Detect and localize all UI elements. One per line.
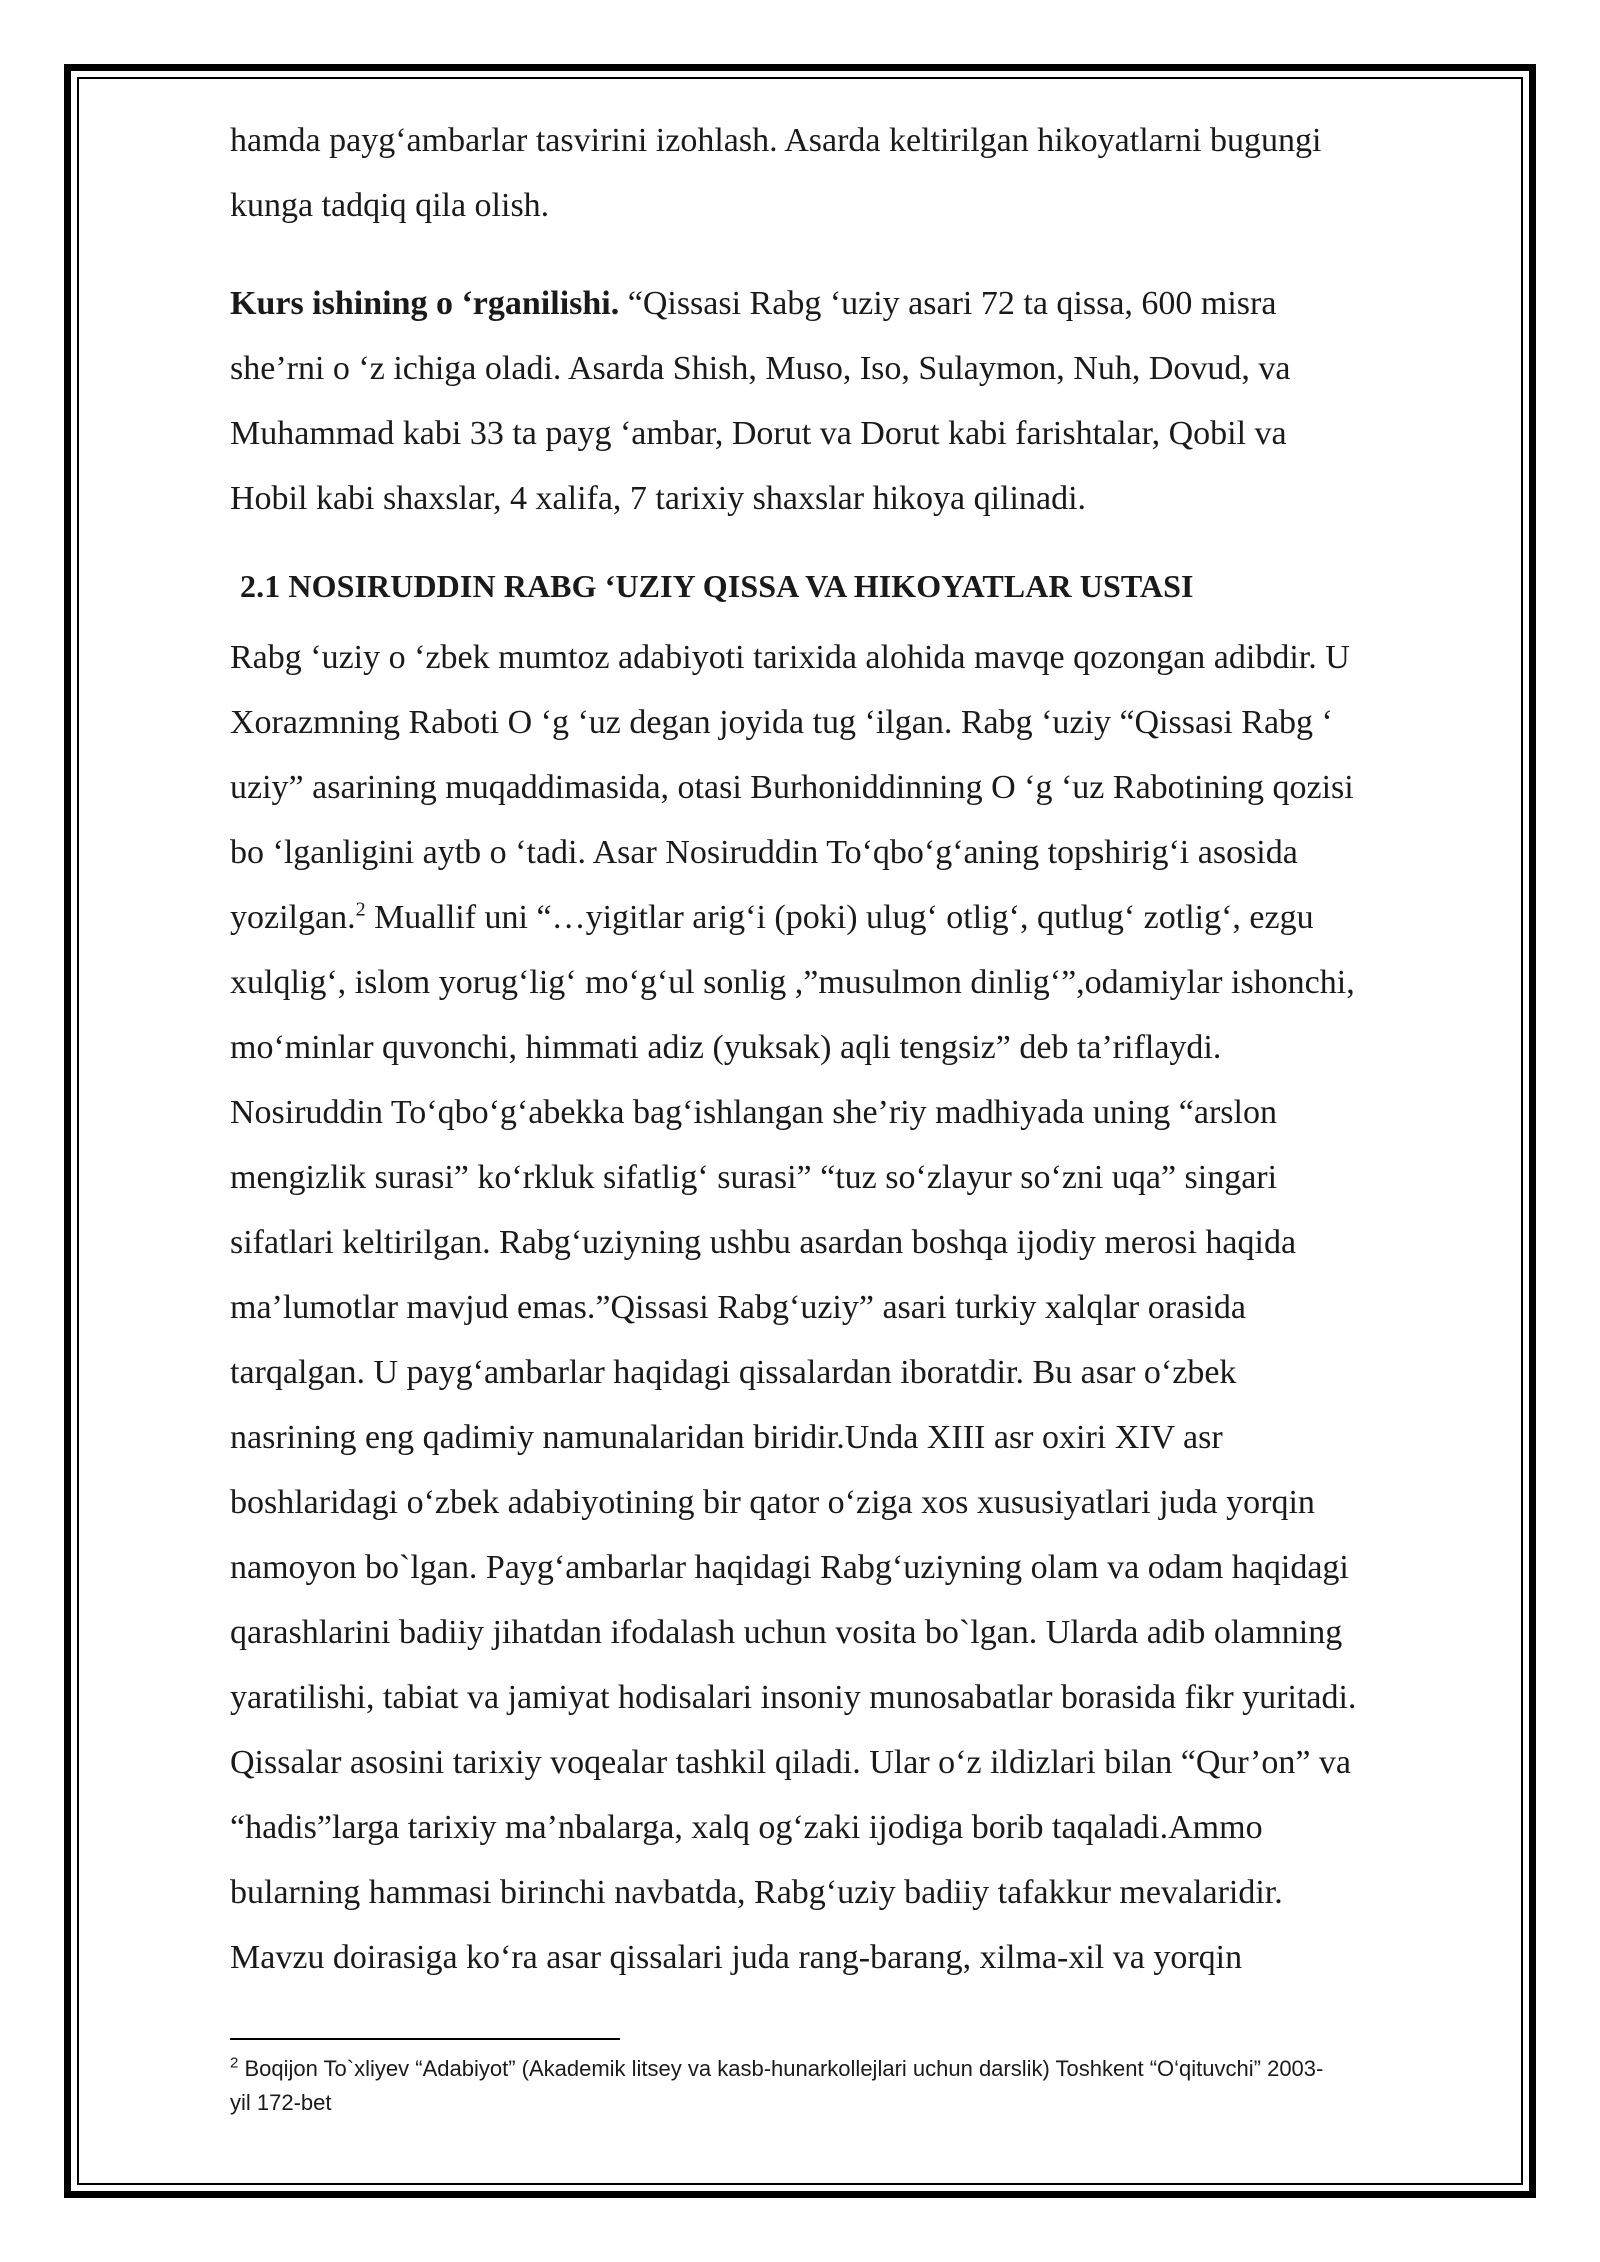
footnote-reference[interactable]: 2 [355, 898, 366, 921]
body-line: namoyon bo`lgan. Payg‘ambarlar haqidagi Rabg‘uziyning olam va odam haqidagi [230, 1549, 1349, 1586]
intro-paragraph [230, 108, 1490, 238]
study-line-3: Muhammad kabi 33 ta payg ‘ambar, Dorut va Dorut kabi farishtalar, Qobil va [230, 415, 1287, 452]
body-line: mengizlik surasi” ko‘rkluk sifatlig‘ surasi” “tuz so‘zlayur so‘zni uqa” singari [230, 1159, 1278, 1196]
body-line: Rabg ‘uziy o ‘zbek mumtoz adabiyoti tarixida alohida mavqe qozongan adibdir. U [230, 639, 1350, 676]
body-line: nasrining eng qadimiy namunalaridan biridir.Unda XIII asr oxiri XIV asr [230, 1419, 1223, 1456]
body-line: “hadis”larga tarixiy ma’nbalarga, xalq og‘zaki ijodiga borib taqaladi.Ammo [230, 1809, 1263, 1846]
body-line: xulqlig‘, islom yorug‘lig‘ mo‘g‘ul sonlig ,”musulmon dinlig‘”,odamiylar ishonchi, [230, 964, 1355, 1001]
body-line: bularning hammasi birinchi navbatda, Rabg‘uziy badiiy tafakkur mevalaridir. [230, 1874, 1283, 1911]
study-label: Kurs ishining o ‘rganilishi. [230, 285, 620, 322]
intro-line-1: hamda payg‘ambarlar tasvirini izohlash. Asarda keltirilgan hikoyatlarni bugungi [230, 122, 1322, 159]
body-text: Muallif uni “…yigitlar arig‘i (poki) ulug‘ otlig‘, qutlug‘ zotlig‘, ezgu [365, 899, 1314, 936]
study-line-4: Hobil kabi shaxslar, 4 xalifa, 7 tarixiy shaxslar hikoya qilinadi. [230, 480, 1087, 517]
page-content [230, 108, 1490, 1990]
body-line: uziy” asarining muqaddimasida, otasi Burhoniddinning O ‘g ‘uz Rabotining qozisi [230, 769, 1354, 806]
study-line-1: “Qissasi Rabg ‘uziy asari 72 ta qissa, 600 misra [619, 285, 1277, 322]
body-line: bo ‘lganligini aytb o ‘tadi. Asar Nosiruddin To‘qbo‘g‘aning topshirig‘i asosida [230, 834, 1298, 871]
intro-line-2: kunga tadqiq qila olish. [230, 187, 550, 224]
body-line: Nosiruddin To‘qbo‘g‘abekka bag‘ishlangan she’riy madhiyada uning “arslon [230, 1094, 1277, 1131]
body-line: mo‘minlar quvonchi, himmati adiz (yuksak) aqli tengsiz” deb ta’riflaydi. [230, 1029, 1222, 1066]
body-line: tarqalgan. U payg‘ambarlar haqidagi qissalardan iboratdir. Bu asar o‘zbek [230, 1354, 1237, 1391]
body-line: boshlaridagi o‘zbek adabiyotining bir qator o‘ziga xos xususiyatlari juda yorqin [230, 1484, 1315, 1521]
footnote-text-line-1: Boqijon To`xliyev “Adabiyot” (Akademik litsey va kasb-hunarkollejlari uchun darslik) Toshkent “O‘qituvchi” 2003- [238, 2056, 1324, 2081]
body-text: yozilgan. [230, 899, 356, 936]
footnote-number: 2 [230, 2054, 239, 2072]
body-line: Xorazmning Raboti O ‘g ‘uz degan joyida tug ‘ilgan. Rabg ‘uziy “Qissasi Rabg ‘ [230, 704, 1333, 741]
body-line: yaratilishi, tabiat va jamiyat hodisalari insoniy munosabatlar borasida fikr yuritadi. [230, 1679, 1357, 1716]
body-line: sifatlari keltirilgan. Rabg‘uziyning ushbu asardan boshqa ijodiy merosi haqida [230, 1224, 1297, 1261]
body-line: ma’lumotlar mavjud emas.”Qissasi Rabg‘uziy” asari turkiy xalqlar orasida [230, 1289, 1246, 1326]
study-paragraph [230, 271, 1490, 531]
footnote-separator [230, 2038, 620, 2040]
body-line: qarashlarini badiiy jihatdan ifodalash uchun vosita bo`lgan. Ularda adib olamning [230, 1614, 1343, 1651]
body-line: Qissalar asosini tarixiy voqealar tashkil qiladi. Ular o‘z ildizlari bilan “Qur’on” va [230, 1744, 1352, 1781]
body-paragraph [230, 625, 1490, 1990]
section-heading: 2.1 NOSIRUDDIN RABG ‘UZIY QISSA VA HIKOYATLAR USTASI [240, 568, 1194, 604]
body-line: Mavzu doirasiga ko‘ra asar qissalari juda rang-barang, xilma-xil va yorqin [230, 1939, 1243, 1976]
body-line-with-footnote [230, 899, 1314, 936]
footnote-text-line-2: yil 172-bet [230, 2090, 332, 2115]
study-line-2: she’rni o ‘z ichiga oladi. Asarda Shish, Muso, Iso, Sulaymon, Nuh, Dovud, va [230, 350, 1291, 387]
footnote [230, 2052, 1490, 2120]
